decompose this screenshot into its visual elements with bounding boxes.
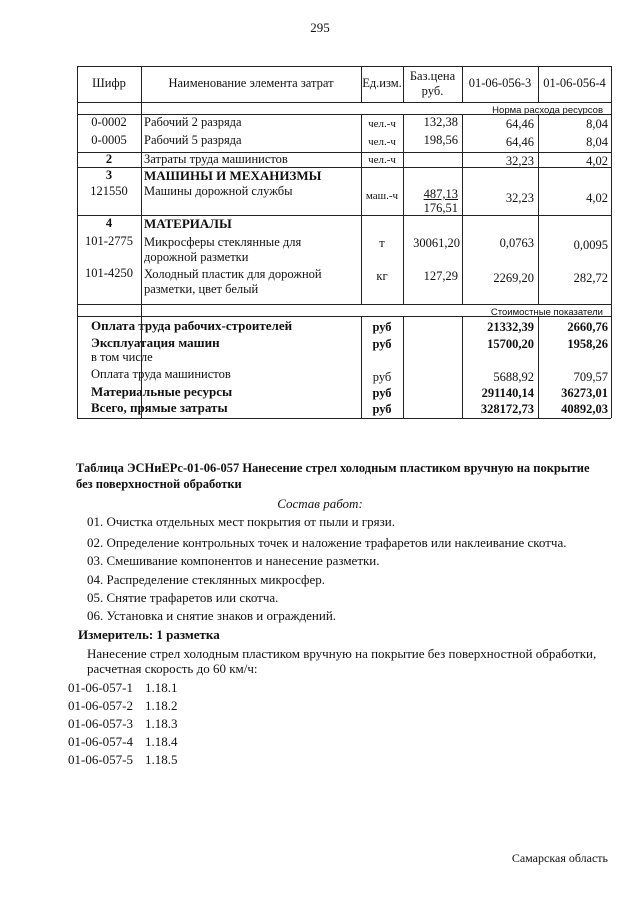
row-price-2: 176,51 xyxy=(423,201,458,215)
row-v2: 8,04 xyxy=(586,117,608,131)
row-v2: 4,02 xyxy=(586,154,608,168)
cost-v2: 1958,26 xyxy=(567,337,608,351)
cost-v1: 291140,14 xyxy=(481,386,534,400)
cost-name: Оплата труда машинистов xyxy=(91,367,231,381)
item-code: 01-06-057-5 xyxy=(68,752,133,767)
row-name-2: дорожной разметки xyxy=(144,250,249,264)
item-ref: 1.18.4 xyxy=(145,734,178,749)
row-code: 4 xyxy=(105,216,113,230)
item-code: 01-06-057-4 xyxy=(68,734,133,749)
header-code: Шифр xyxy=(92,76,126,90)
cost-v1: 5688,92 xyxy=(493,370,534,384)
cost-v2: 36273,01 xyxy=(561,386,608,400)
header-col1: 01-06-056-3 xyxy=(468,76,532,90)
work-item: 04. Распределение стеклянных микросфер. xyxy=(87,572,325,587)
row-code: 101-2775 xyxy=(85,234,133,248)
cost-v2: 40892,03 xyxy=(561,402,608,416)
cost-name: Эксплуатация машин xyxy=(91,335,220,350)
section-title: Таблица ЭСНиЕРс-01-06-057 Нанесение стрел холодным пластиком вручную на покрытие xyxy=(76,461,590,475)
row-name: Машины дорожной службы xyxy=(144,184,293,198)
row-code: 101-4250 xyxy=(85,266,133,280)
row-v2: 4,02 xyxy=(586,191,608,205)
header-price-2: руб. xyxy=(421,84,444,98)
row-unit: чел.-ч xyxy=(368,136,396,148)
work-composition-title: Состав работ: xyxy=(277,496,363,511)
item-ref: 1.18.1 xyxy=(145,680,178,695)
row-price: 132,38 xyxy=(423,115,458,129)
item-code: 01-06-057-3 xyxy=(68,716,133,731)
row-price: 198,56 xyxy=(423,133,458,147)
row-code: 0-0002 xyxy=(91,115,127,129)
row-v1: 2269,20 xyxy=(493,271,534,285)
work-item: 01. Очистка отдельных мест покрытия от пыли и грязи. xyxy=(87,514,395,529)
row-name: Микросферы стеклянные для xyxy=(144,235,302,249)
page-number: 295 xyxy=(310,20,330,35)
row-unit: чел.-ч xyxy=(368,154,396,166)
row-code: 3 xyxy=(105,168,113,182)
cost-note: в том числе xyxy=(91,350,153,364)
section-title-2: без поверхностной обработки xyxy=(76,477,242,491)
cost-name: Всего, прямые затраты xyxy=(91,400,228,415)
row-name: Холодный пластик для дорожной xyxy=(144,267,322,281)
item-ref: 1.18.5 xyxy=(145,752,178,767)
row-unit: маш.-ч xyxy=(365,190,399,202)
cost-name: Материальные ресурсы xyxy=(91,384,233,399)
row-v2: 8,04 xyxy=(586,135,608,149)
row-name: Рабочий 2 разряда xyxy=(144,115,242,129)
footer-region: Самарская область xyxy=(511,851,608,865)
section-heading: МАШИНЫ И МЕХАНИЗМЫ xyxy=(144,168,322,183)
cost-unit: руб xyxy=(372,386,392,400)
cost-unit: руб xyxy=(372,320,392,334)
item-ref: 1.18.3 xyxy=(145,716,178,731)
header-unit: Ед.изм. xyxy=(362,76,402,90)
header-price-1: Баз.цена xyxy=(409,69,456,83)
item-code: 01-06-057-1 xyxy=(68,680,133,695)
row-v1: 64,46 xyxy=(505,135,534,149)
meter: Измеритель: 1 разметка xyxy=(78,627,220,642)
item-code: 01-06-057-2 xyxy=(68,698,133,713)
row-v1: 0,0763 xyxy=(499,236,534,250)
row-name: Затраты труда машинистов xyxy=(144,152,288,166)
row-unit: т xyxy=(379,236,385,250)
cost-name: Оплата труда рабочих-строителей xyxy=(91,318,293,333)
cost-unit: руб xyxy=(372,337,392,351)
work-item: 02. Определение контрольных точек и наложение трафаретов или наклеивание скотча. xyxy=(87,535,567,550)
row-price: 30061,20 xyxy=(413,236,460,250)
cost-v1: 328172,73 xyxy=(480,402,534,416)
cost-unit: руб xyxy=(372,370,392,384)
work-item: 06. Установка и снятие знаков и ограждений. xyxy=(87,608,337,623)
row-price: 487,13 xyxy=(423,187,458,201)
cost-caption: Стоимостные показатели xyxy=(490,307,603,318)
row-v1: 32,23 xyxy=(505,191,534,205)
row-unit: кг xyxy=(376,269,388,283)
work-item: 03. Смешивание компонентов и нанесение разметки. xyxy=(87,553,380,568)
description-2: расчетная скорость до 60 км/ч: xyxy=(87,661,258,676)
row-v1: 32,23 xyxy=(505,154,534,168)
norm-caption: Норма расхода ресурсов xyxy=(492,105,603,116)
row-name: Рабочий 5 разряда xyxy=(144,133,242,147)
resource-table xyxy=(77,66,611,418)
row-code: 2 xyxy=(105,152,113,166)
item-ref: 1.18.2 xyxy=(145,698,178,713)
cost-v1: 15700,20 xyxy=(487,337,534,351)
row-code: 121550 xyxy=(90,184,128,198)
section-heading: МАТЕРИАЛЫ xyxy=(144,216,232,231)
cost-v1: 21332,39 xyxy=(487,320,534,334)
row-code: 0-0005 xyxy=(91,133,127,147)
work-item: 05. Снятие трафаретов или скотча. xyxy=(87,590,279,605)
header-name: Наименование элемента затрат xyxy=(168,76,334,90)
cost-v2: 2660,76 xyxy=(567,320,608,334)
row-name-2: разметки, цвет белый xyxy=(144,282,259,296)
cost-unit: руб xyxy=(372,402,392,416)
row-v2: 282,72 xyxy=(573,271,608,285)
row-v2: 0,0095 xyxy=(573,238,608,252)
row-unit: чел.-ч xyxy=(368,118,396,130)
description: Нанесение стрел холодным пластиком вручную на покрытие без поверхностной обработки, xyxy=(87,646,597,661)
row-v1: 64,46 xyxy=(505,117,534,131)
cost-v2: 709,57 xyxy=(573,370,608,384)
header-col2: 01-06-056-4 xyxy=(543,76,606,90)
row-price: 127,29 xyxy=(423,269,458,283)
